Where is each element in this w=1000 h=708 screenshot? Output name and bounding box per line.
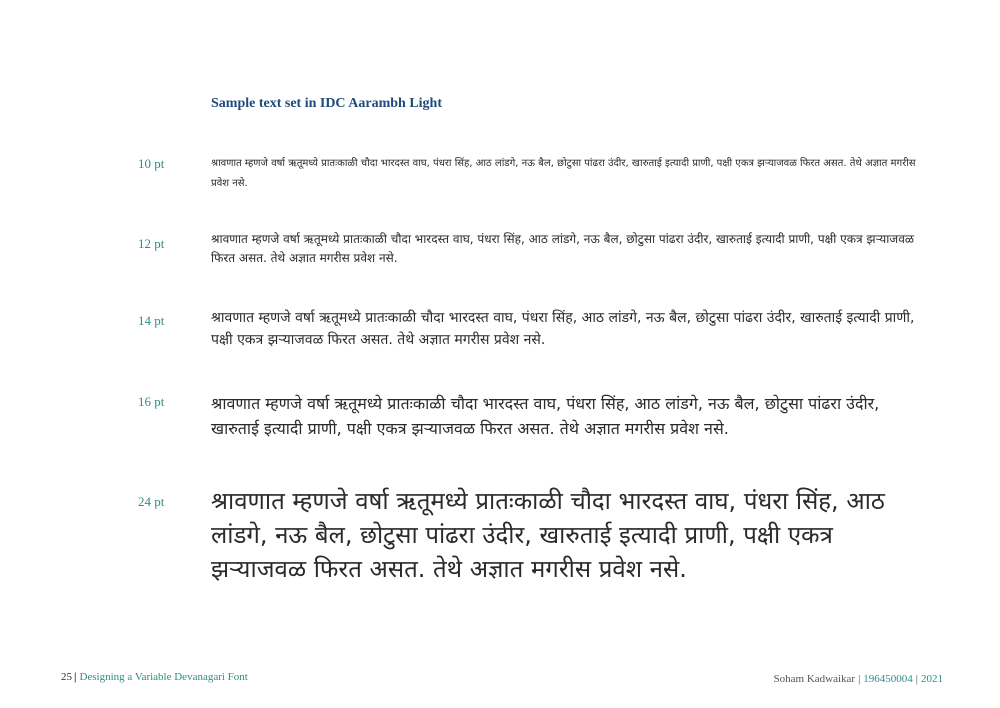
footer-year: 2021 xyxy=(921,673,943,685)
footer-right xyxy=(774,673,943,685)
sample-text-10pt: श्रावणात म्हणजे वर्षा ऋतूमध्ये प्रातःकाळी चौदा भारदस्त वाघ, पंधरा सिंह, आठ लांडगे, नऊ बैल, छोटुसा पांढरा उंदीर, खारुताई इत्यादी प्राणी, पक्षी एकत्र झऱ्याजवळ फिरत असत. तेथे अज्ञात मगरीस प्रवेश नसे. xyxy=(211,158,916,189)
size-label-24pt: 24 pt xyxy=(138,494,165,509)
size-label-10pt: 10 pt xyxy=(138,156,165,171)
sample-text-14pt: श्रावणात म्हणजे वर्षा ऋतूमध्ये प्रातःकाळी चौदा भारदस्त वाघ, पंधरा सिंह, आठ लांडगे, नऊ बैल, छोटुसा पांढरा उंदीर, खारुताई इत्यादी प्राणी, पक्षी एकत्र झऱ्याजवळ फिरत असत. तेथे अज्ञात मगरीस प्रवेश नसे. xyxy=(211,310,915,348)
sample-text-16pt: श्रावणात म्हणजे वर्षा ऋतूमध्ये प्रातःकाळी चौदा भारदस्त वाघ, पंधरा सिंह, आठ लांडगे, नऊ बैल, छोटुसा पांढरा उंदीर, खारुताई इत्यादी प्राणी, पक्षी एकत्र झऱ्याजवळ फिरत असत. तेथे अज्ञात मगरीस प्रवेश नसे. xyxy=(211,394,880,438)
sample-text-12pt: श्रावणात म्हणजे वर्षा ऋतूमध्ये प्रातःकाळी चौदा भारदस्त वाघ, पंधरा सिंह, आठ लांडगे, नऊ बैल, छोटुसा पांढरा उंदीर, खारुताई इत्यादी प्राणी, पक्षी एकत्र झऱ्याजवळ फिरत असत. तेथे अज्ञात मगरीस प्रवेश नसे. xyxy=(211,232,914,265)
footer-separator: | xyxy=(858,673,861,685)
footer-left xyxy=(61,671,248,683)
sample-text-24pt: श्रावणात म्हणजे वर्षा ऋतूमध्ये प्रातःकाळी चौदा भारदस्त वाघ, पंधरा सिंह, आठ लांडगे, नऊ बैल, छोटुसा पांढरा उंदीर, खारुताई इत्यादी प्राणी, पक्षी एकत्र झऱ्याजवळ फिरत असत. तेथे अज्ञात मगरीस प्रवेश नसे. xyxy=(211,487,885,583)
document-title: Designing a Variable Devanagari Font xyxy=(79,671,248,683)
size-label-16pt: 16 pt xyxy=(138,394,165,409)
footer-separator: | xyxy=(915,673,918,685)
size-label-12pt: 12 pt xyxy=(138,236,165,251)
author-name: Soham Kadwaikar xyxy=(773,673,856,685)
page-number: 25 xyxy=(61,671,72,683)
student-id: 196450004 xyxy=(863,673,913,685)
footer-separator: | xyxy=(74,671,77,683)
size-label-14pt: 14 pt xyxy=(138,313,165,328)
page-heading: Sample text set in IDC Aarambh Light xyxy=(211,96,443,111)
